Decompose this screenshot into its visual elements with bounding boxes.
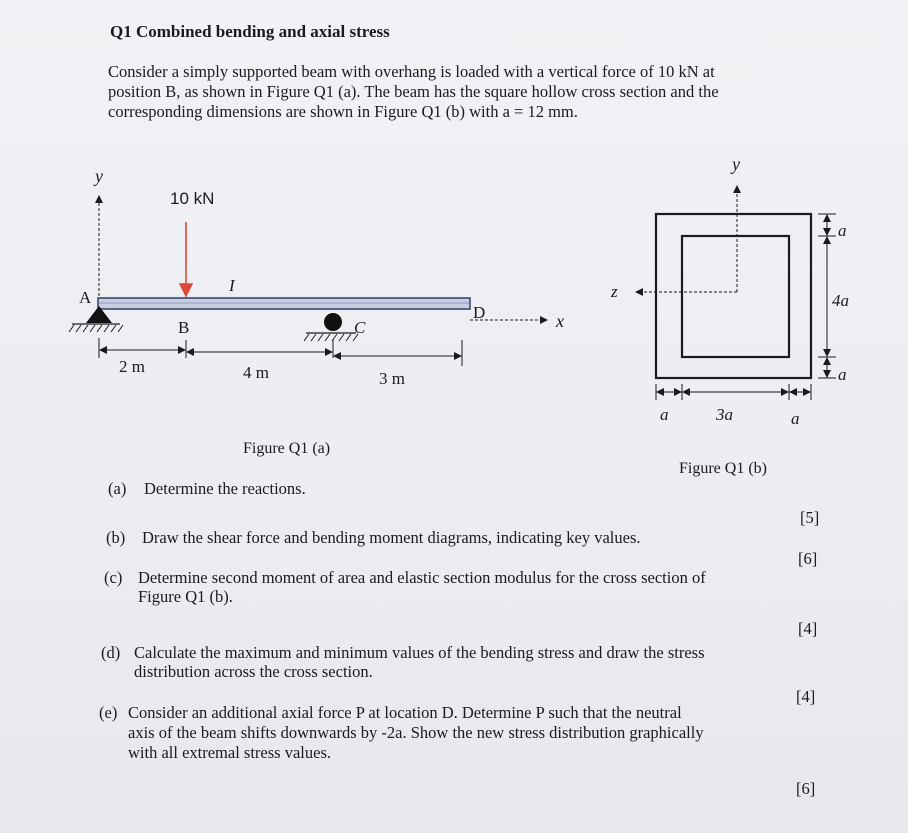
roller-support-c	[324, 313, 342, 331]
cs-horizontal-dims	[656, 384, 811, 400]
part-c-marks: [4]	[798, 619, 818, 638]
intro-line: position B, as shown in Figure Q1 (a). The beam has the square hollow cross section and the	[108, 82, 719, 101]
part-a	[108, 479, 808, 499]
part-text: Determine the reactions.	[144, 479, 306, 498]
x-axis-label: x	[556, 311, 564, 331]
part-text: distribution across the cross section.	[134, 662, 373, 681]
point-b-label: B	[178, 318, 190, 337]
part-label: (b)	[106, 528, 126, 547]
dim-bc-label: 4 m	[243, 363, 269, 382]
figure-a-caption: Figure Q1 (a)	[243, 440, 331, 457]
part-text: Draw the shear force and bending moment diagrams, indicating key values.	[142, 528, 641, 547]
beam-figure	[69, 166, 564, 457]
beam	[98, 298, 470, 309]
part-text: Calculate the maximum and minimum values of the bending stress and draw the stress	[134, 643, 705, 662]
part-text: with all extremal stress values.	[128, 743, 331, 762]
part-text: Consider an additional axial force P at location D. Determine P such that the neutral	[128, 703, 682, 722]
part-e	[99, 703, 823, 763]
outer-section	[656, 214, 811, 378]
intro-line: Consider a simply supported beam with overhang is loaded with a vertical force of 10 kN at	[108, 62, 715, 81]
cs-y-axis-label: y	[732, 154, 740, 174]
part-b	[106, 528, 806, 548]
part-e-marks: [6]	[796, 779, 816, 798]
ground-hatch-a	[69, 325, 123, 332]
part-label: (d)	[101, 643, 121, 662]
dim-ab-label: 2 m	[119, 357, 145, 376]
cs-dim-inner-width: 3a	[716, 405, 733, 424]
point-c-label: C	[354, 318, 366, 337]
cs-dim-bottom-wall: a	[838, 365, 847, 384]
point-d-label: D	[473, 303, 486, 322]
cs-dim-left-wall: a	[660, 405, 669, 424]
load-label: 10 kN	[170, 189, 215, 208]
part-label: (a)	[108, 479, 127, 498]
cs-dim-inner-height: 4a	[832, 291, 849, 310]
part-c	[104, 568, 828, 608]
figure-b-caption: Figure Q1 (b)	[679, 460, 767, 477]
part-text: axis of the beam shifts downwards by -2a. Show the new stress distribution graphically	[128, 723, 704, 742]
cs-z-axis-label: z	[611, 282, 618, 301]
part-a-marks: [5]	[800, 508, 820, 527]
part-d-marks: [4]	[796, 687, 816, 706]
part-label: (c)	[104, 568, 123, 587]
y-axis-label: y	[95, 166, 103, 186]
part-text: Figure Q1 (b).	[138, 587, 233, 606]
part-b-marks: [6]	[798, 549, 818, 568]
dim-cd-label: 3 m	[379, 369, 405, 388]
ground-hatch-c	[304, 334, 358, 341]
part-label: (e)	[99, 703, 118, 722]
section-mark: I	[229, 276, 235, 295]
part-text: Determine second moment of area and elastic section modulus for the cross section of	[138, 568, 706, 587]
dimension-lines	[99, 338, 462, 366]
cs-dim-top-wall: a	[838, 221, 847, 240]
intro-line: corresponding dimensions are shown in Figure Q1 (b) with a = 12 mm.	[108, 102, 578, 121]
inner-section	[682, 236, 789, 357]
cs-dim-right-wall: a	[791, 409, 800, 428]
question-title: Q1 Combined bending and axial stress	[110, 22, 390, 41]
cross-section-figure	[610, 154, 849, 477]
point-a-label: A	[79, 288, 92, 307]
part-d	[101, 643, 825, 683]
